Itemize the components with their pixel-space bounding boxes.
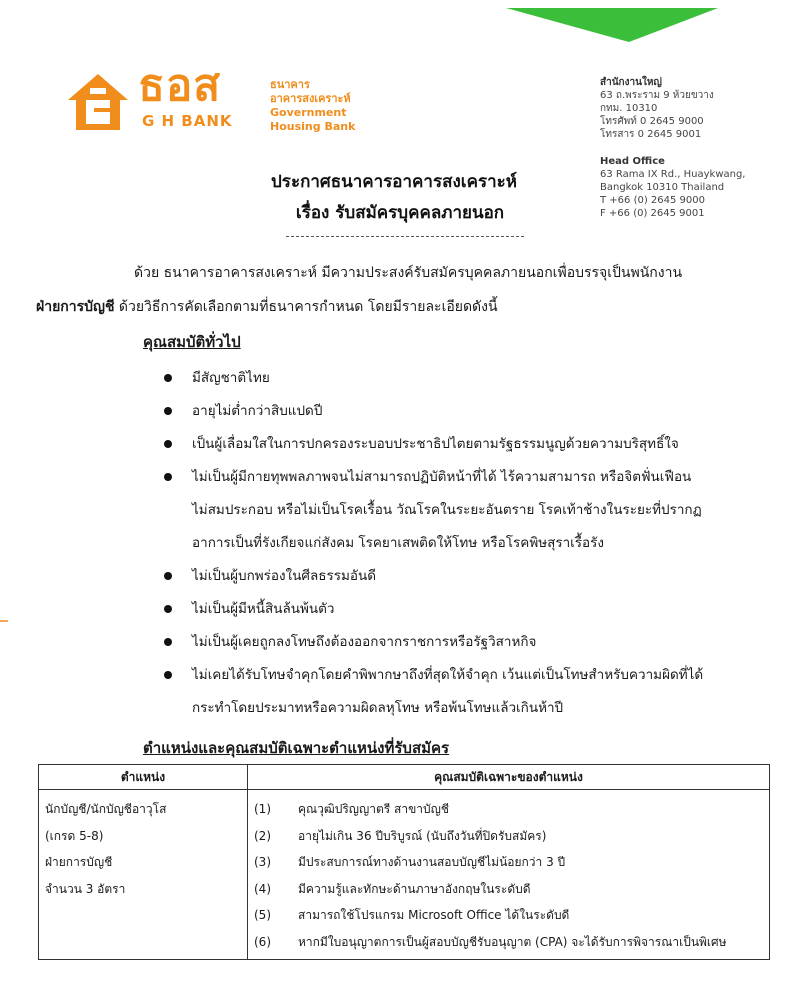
address-line: กทม. 10310	[600, 103, 658, 114]
address-line: 63 ถ.พระราม 9 ห้วยขวาง	[600, 90, 714, 101]
column-header-qualifications: คุณสมบัติเฉพาะของตำแหน่ง	[248, 765, 770, 790]
list-item: ไม่เป็นผู้เคยถูกลงโทษถึงต้องออกจากราชการหรือรัฐวิสาหกิจ	[160, 626, 780, 659]
list-item: ไม่เคยได้รับโทษจำคุกโดยคำพิพากษาถึงที่สุดให้จำคุก เว้นแต่เป็นโทษสำหรับความผิดที่ได้ กระทำโดยประมาทหรือความผิดลหุโทษ หรือพ้นโทษแล้วเกินห้าปี	[160, 659, 780, 725]
positions-table	[38, 764, 770, 960]
address-header-en: Head Office	[600, 156, 665, 167]
qualification-item: (5) สามารถใช้โปรแกรม Microsoft Office ได้ในระดับดี	[254, 908, 570, 922]
qualifications-cell	[248, 790, 770, 960]
logo-subtitle: G H BANK	[142, 112, 233, 130]
qualification-item: (2) อายุไม่เกิน 36 ปีบริบูรณ์ (นับถึงวันที่ปิดรับสมัคร)	[254, 828, 547, 843]
edge-mark	[0, 620, 8, 622]
general-qualifications-heading: คุณสมบัติทั่วไป	[143, 333, 241, 351]
intro-line-2-text: ด้วยวิธีการคัดเลือกตามที่ธนาคารกำหนด โดยมีรายละเอียดดังนี้	[114, 299, 498, 315]
address-header-th: สำนักงานใหญ่	[600, 77, 662, 88]
department-name: ฝ่ายการบัญชี	[36, 299, 115, 315]
address-line: 63 Rama IX Rd., Huaykwang,	[600, 169, 746, 180]
bank-name-line: Housing Bank	[270, 120, 356, 133]
position-cell: นักบัญชี/นักบัญชีอาวุโส (เกรด 5-8) ฝ่ายการบัญชี จำนวน 3 อัตรา	[39, 790, 248, 960]
announcement-title: ประกาศธนาคารอาคารสงเคราะห์	[271, 172, 517, 192]
qualification-item: (6) หากมีใบอนุญาตการเป็นผู้สอบบัญชีรับอนุญาต (CPA) จะได้รับการพิจารณาเป็นพิเศษ	[254, 934, 727, 949]
title-divider	[286, 236, 524, 237]
announcement-subject: เรื่อง รับสมัครบุคคลภายนอก	[295, 203, 505, 223]
list-item: เป็นผู้เลื่อมใสในการปกครองระบอบประชาธิปไตยตามรัฐธรรมนูญด้วยความบริสุทธิ์ใจ	[160, 428, 780, 461]
qualification-item: (3) มีประสบการณ์ทางด้านงานสอบบัญชีไม่น้อยกว่า 3 ปี	[254, 855, 566, 869]
list-item: มีสัญชาติไทย	[160, 362, 780, 395]
table-row	[39, 790, 770, 960]
general-qualifications-list	[160, 362, 780, 725]
address-line: โทรศัพท์ 0 2645 9000	[600, 116, 704, 127]
intro-line-1: ด้วย ธนาคารอาคารสงเคราะห์ มีความประสงค์รับสมัครบุคคลภายนอกเพื่อบรรจุเป็นพนักงาน	[134, 265, 683, 281]
list-item: ไม่เป็นผู้บกพร่องในศีลธรรมอันดี	[160, 560, 780, 593]
intro-line-2	[36, 297, 498, 317]
bank-name-line: Government	[270, 106, 347, 119]
house-logo-icon	[66, 70, 130, 134]
corner-tab	[506, 8, 718, 42]
bank-names	[270, 78, 355, 134]
list-item: ไม่เป็นผู้มีหนี้สินล้นพ้นตัว	[160, 593, 780, 626]
bank-name-line: ธนาคาร	[270, 78, 310, 91]
column-header-position: ตำแหน่ง	[39, 765, 248, 790]
qualification-item: (4) มีความรู้และทักษะด้านภาษาอังกฤษในระดับดี	[254, 881, 531, 896]
list-item: อายุไม่ต่ำกว่าสิบแปดปี	[160, 395, 780, 428]
address-line: T +66 (0) 2645 9000	[600, 195, 705, 206]
qualification-item: (1) คุณวุฒิปริญญาตรี สาขาบัญชี	[254, 802, 450, 816]
address-line: โทรสาร 0 2645 9001	[600, 129, 702, 140]
address-line: Bangkok 10310 Thailand	[600, 182, 725, 193]
list-item: ไม่เป็นผู้มีกายทุพพลภาพจนไม่สามารถปฏิบัติหน้าที่ได้ ไร้ความสามารถ หรือจิตฟั่นเฟือน ไม่สมประกอบ หรือไม่เป็นโรคเรื้อน วัณโรคในระยะอันตราย โรคเท้าช้างในระยะที่ปรากฏ อาการเป็นที่รังเกียจแก่สังคม โรคยาเสพติดให้โทษ หรือโรคพิษสุราเรื้อรัง	[160, 461, 780, 560]
address-line: F +66 (0) 2645 9001	[600, 208, 705, 219]
logo-wordmark: ธอส	[138, 60, 222, 111]
positions-heading: ตำแหน่งและคุณสมบัติเฉพาะตำแหน่งที่รับสมัคร	[143, 739, 450, 757]
bank-name-line: อาคารสงเคราะห์	[270, 92, 351, 105]
